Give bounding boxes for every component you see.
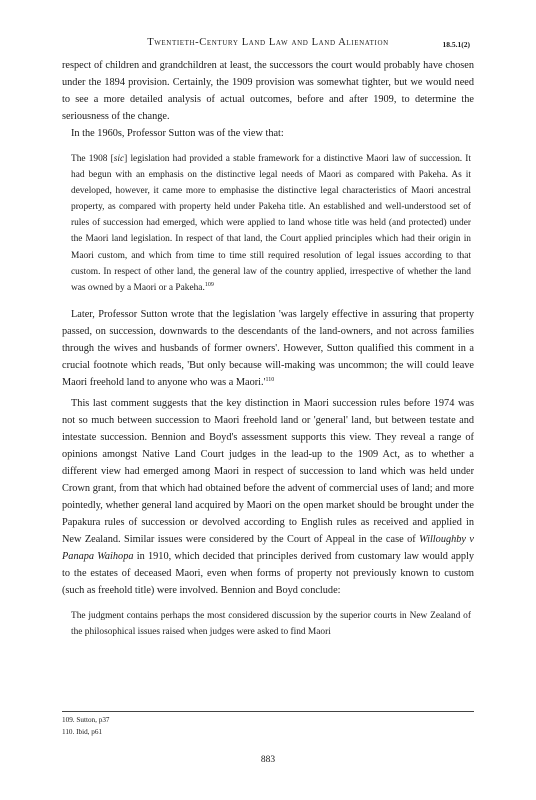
footnote-divider <box>62 711 474 712</box>
body-text <box>62 57 474 650</box>
paragraph-text: Later, Professor Sutton wrote that the legislation 'was largely effective in assuring that property passed, on succession, downwards to the descendants of the land-owners, and not across families through the wives and husbands of former owners'. However, Sutton qualified this comment in a crucial footnote which reads, 'But only because will-making was uncommon; the will could leave Maori freehold land to anyone who was a Maori.' <box>62 308 474 388</box>
page-number: 883 <box>260 755 276 765</box>
paragraph-key-distinction <box>62 395 474 599</box>
quote-text-start: The 1908 [ <box>71 154 114 164</box>
paragraph-continued: respect of children and grandchildren at least, the successors the court would probably have chosen under the 1894 provision. Certainly, the 1909 provision was somewhat tighter, but we would need to see a more detailed analysis of actual outcomes, before and after 1909, to determine the seriousness of the change. <box>62 60 474 122</box>
footnote-110: 110. Ibid, p61 <box>62 728 103 736</box>
footnote-109: 109. Sutton, p37 <box>62 716 110 724</box>
block-quote-sutton <box>71 151 471 296</box>
case-name: Willoughby v Panapa Waihopa <box>62 533 474 562</box>
paragraph-text-end: in 1910, which decided that principles derived from customary law would apply to the estates of deceased Maori, even when forms of property not previously known to custom (such as freehold title) were involved. Bennion and Boyd conclude: <box>62 550 475 596</box>
running-title: Twentieth-Century Land Law and Land Alienation <box>147 37 389 48</box>
section-reference: 18.5.1(2) <box>442 40 470 49</box>
sic-marker: sic <box>113 154 125 164</box>
footnote-ref-109[interactable]: 109 <box>204 281 214 288</box>
paragraph-text-start: This last comment suggests that the key distinction in Maori succession rules before 1974 was not so much between succession to Maori freehold land or 'general' land, but between testate and intestate succession. Bennion and Boyd's assessment supports this view. They reveal a range of opinions amongst Native Land Court judges in the lead-up to the 1909 Act, as to whether a different view had emerged among Maori in respect of succession to land which was held under Crown grant, from that which had obtained before the advent of commercial uses of land; and more pointedly, whether general land acquired by Maori on the open market should be brought under the Papakura rules of succession or devolved according to English rules as received and applied in New Zealand. Similar issues were considered by the Court of Appeal in the case of <box>62 397 474 545</box>
paragraph-intro-quote: In the 1960s, Professor Sutton was of the view that: <box>71 128 284 139</box>
footnotes <box>62 714 110 738</box>
block-quote-bennion-boyd: The judgment contains perhaps the most considered discussion by the superior courts in New Zealand of the philosophical issues raised when judges were asked to find Maori <box>71 610 471 637</box>
footnote-ref-110[interactable]: 110 <box>265 376 275 383</box>
quote-text-rest: ] legislation had provided a stable framework for a distinctive Maori law of succession. It had begun with an emphasis on the distinctive legal needs of Maori as compared with Pakeha. As it developed, however, it came more to emphasise the distinctive legal characteristics of Maori ancestral property, as compared with property held under Pakeha title. An established and well-understood set of rules of succession had emerged, which were applied to land whose title was held (and protected) under the Maori land legislation. In respect of that land, the Court applied principles which had their origin in Maori custom, and which from time to time still required resolution of legal issues according to that custom. In respect of other land, the general law of the country applied, irrespective of whether the land was owned by a Maori or a Pakeha. <box>71 154 472 293</box>
paragraph-later-sutton <box>62 306 474 391</box>
